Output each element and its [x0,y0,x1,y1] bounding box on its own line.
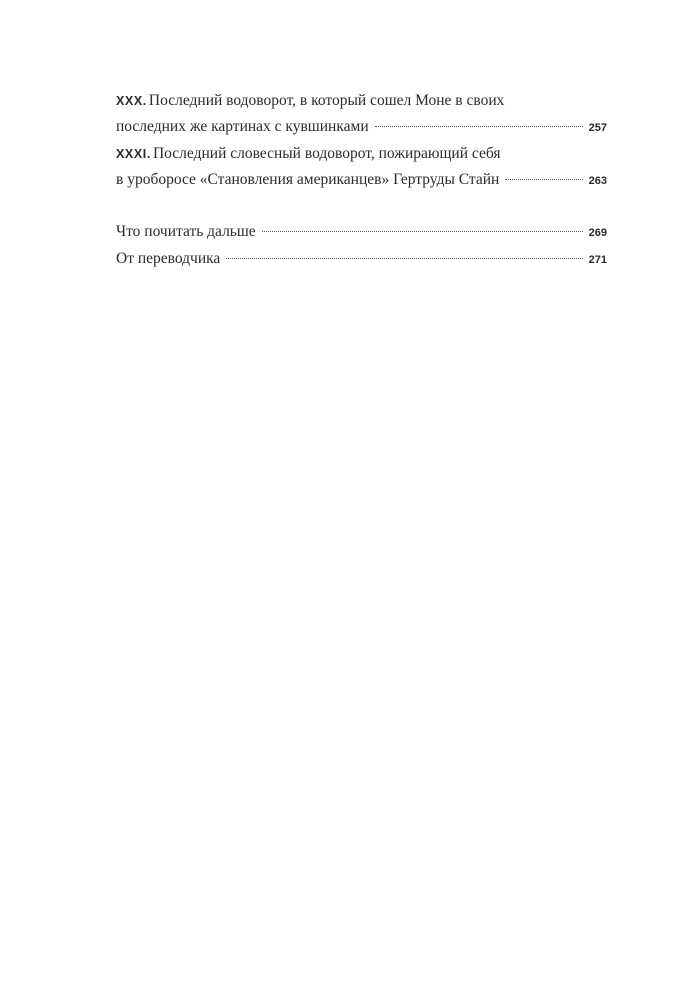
dot-leader [262,231,583,232]
toc-entry-chapter-31 [116,141,607,194]
chapter-number: XXXI. [116,147,151,161]
chapter-number: XXX. [116,94,147,108]
section-title: От переводчика [116,250,221,267]
toc-entry-second-line [116,114,607,141]
section-gap [116,194,607,219]
table-of-contents [116,88,607,273]
section-title: Что почитать дальше [116,223,256,240]
chapter-title-line-2: в уроборосе «Становления американцев» Гертруды Стайн [116,171,500,188]
toc-entry-line [116,219,607,246]
dot-leader [226,258,582,259]
toc-entry-line [116,246,607,273]
page-number: 271 [588,254,607,266]
page-number: 263 [588,175,607,187]
chapter-title-line-1: Последний словесный водоворот, пожирающий себя [152,145,501,162]
page-number: 257 [588,122,607,134]
dot-leader [505,179,582,180]
chapter-title-line-1: Последний водоворот, в который сошел Моне в своих [148,92,505,109]
dot-leader [375,126,583,127]
toc-entry-translator-note [116,246,607,273]
toc-entry-first-line [116,88,607,114]
toc-entry-second-line [116,167,607,194]
page-number: 269 [588,227,607,239]
toc-entry-first-line [116,141,607,167]
toc-entry-chapter-30 [116,88,607,141]
toc-entry-further-reading [116,219,607,246]
chapter-title-line-2: последних же картинах с кувшинками [116,118,369,135]
